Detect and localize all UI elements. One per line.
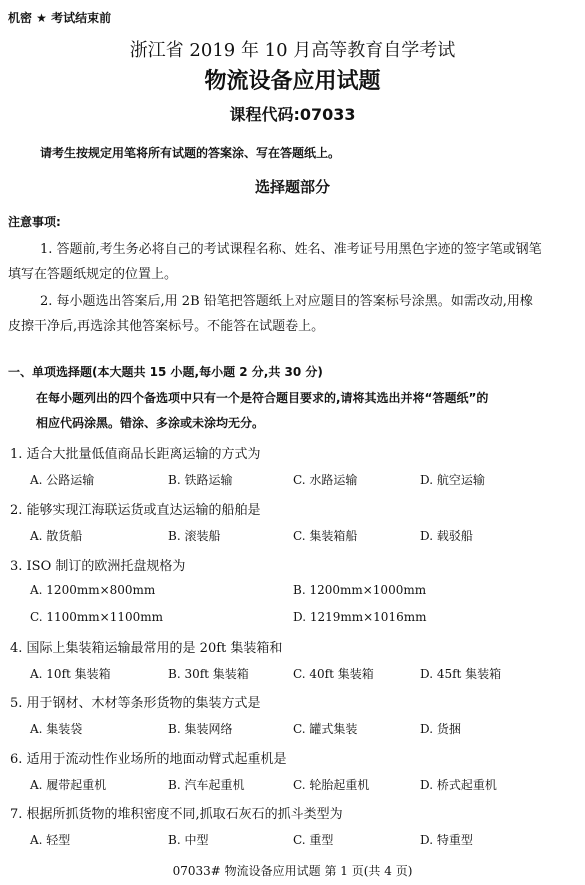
question-stem-3: 3. ISO 制订的欧洲托盘规格为 — [10, 559, 186, 574]
note-1-line-1: 1. 答题前,考生务必将自己的考试课程名称、姓名、准考证号用黑色字迹的签字笔或钢笔 — [40, 242, 542, 257]
question-stem-6: 6. 适用于流动性作业场所的地面动臂式起重机是 — [10, 752, 287, 767]
question-4-option-b: B. 30ft 集装箱 — [168, 667, 249, 681]
part1-desc-line-2: 相应代码涂黑。错涂、多涂或未涂均无分。 — [36, 416, 265, 430]
answer-instruction: 请考生按规定用笔将所有试题的答案涂、写在答题纸上。 — [40, 146, 341, 160]
section-title: 选择题部分 — [254, 178, 330, 196]
question-3-option-c: C. 1100mm×1100mm — [30, 610, 164, 624]
question-5-option-d: D. 货捆 — [420, 722, 461, 736]
question-4-option-d: D. 45ft 集装箱 — [420, 667, 502, 681]
question-4-option-c: C. 40ft 集装箱 — [293, 667, 374, 681]
question-5-option-a: A. 集装袋 — [30, 722, 83, 736]
question-1-option-c: C. 水路运输 — [293, 473, 358, 487]
question-4-option-a: A. 10ft 集装箱 — [30, 667, 111, 681]
question-5-option-b: B. 集装网络 — [168, 722, 233, 736]
subject-title: 物流设备应用试题 — [204, 69, 381, 94]
question-stem-5: 5. 用于钢材、木材等条形货物的集装方式是 — [10, 696, 261, 711]
question-3-option-b: B. 1200mm×1000mm — [293, 583, 427, 597]
question-3-option-a: A. 1200mm×800mm — [30, 583, 156, 597]
note-2-line-1: 2. 每小题选出答案后,用 2B 铅笔把答题纸上对应题目的答案标号涂黑。如需改动,用橡 — [40, 294, 533, 309]
part1-heading: 一、单项选择题(本大题共 15 小题,每小题 2 分,共 30 分) — [8, 365, 323, 379]
part1-desc-line-1: 在每小题列出的四个备选项中只有一个是符合题目要求的,请将其选出并将“答题纸”的 — [36, 391, 489, 405]
question-stem-1: 1. 适合大批量低值商品长距离运输的方式为 — [10, 447, 261, 462]
question-7-option-d: D. 特重型 — [420, 833, 473, 847]
question-1-option-d: D. 航空运输 — [420, 473, 485, 487]
question-stem-4: 4. 国际上集装箱运输最常用的是 20ft 集装箱和 — [10, 641, 283, 656]
question-2-option-a: A. 散货船 — [30, 529, 83, 543]
question-6-option-c: C. 轮胎起重机 — [293, 778, 370, 792]
question-7-option-b: B. 中型 — [168, 833, 209, 847]
page-footer: 07033# 物流设备应用试题 第 1 页(共 4 页) — [172, 864, 413, 878]
exam-title: 浙江省 2019 年 10 月高等教育自学考试 — [129, 40, 456, 61]
question-5-option-c: C. 罐式集装 — [293, 722, 358, 736]
question-1-option-b: B. 铁路运输 — [168, 473, 233, 487]
question-7-option-a: A. 轻型 — [30, 833, 71, 847]
question-6-option-a: A. 履带起重机 — [30, 778, 107, 792]
question-1-option-a: A. 公路运输 — [30, 473, 95, 487]
notes-title: 注意事项: — [8, 215, 61, 229]
question-2-option-d: D. 载驳船 — [420, 529, 473, 543]
question-6-option-b: B. 汽车起重机 — [168, 778, 245, 792]
question-2-option-b: B. 滚装船 — [168, 529, 221, 543]
note-1-line-2: 填写在答题纸规定的位置上。 — [8, 267, 178, 282]
question-6-option-d: D. 桥式起重机 — [420, 778, 497, 792]
question-3-option-d: D. 1219mm×1016mm — [293, 610, 427, 624]
question-7-option-c: C. 重型 — [293, 833, 334, 847]
question-stem-7: 7. 根据所抓货物的堆积密度不同,抓取石灰石的抓斗类型为 — [10, 807, 343, 822]
question-2-option-c: C. 集装箱船 — [293, 529, 358, 543]
confidential-label: 机密 ★ 考试结束前 — [8, 11, 112, 25]
note-2-line-2: 皮擦干净后,再选涂其他答案标号。不能答在试题卷上。 — [8, 319, 325, 334]
course-code: 课程代码:07033 — [229, 105, 356, 124]
question-stem-2: 2. 能够实现江海联运货或直达运输的船舶是 — [10, 503, 261, 518]
